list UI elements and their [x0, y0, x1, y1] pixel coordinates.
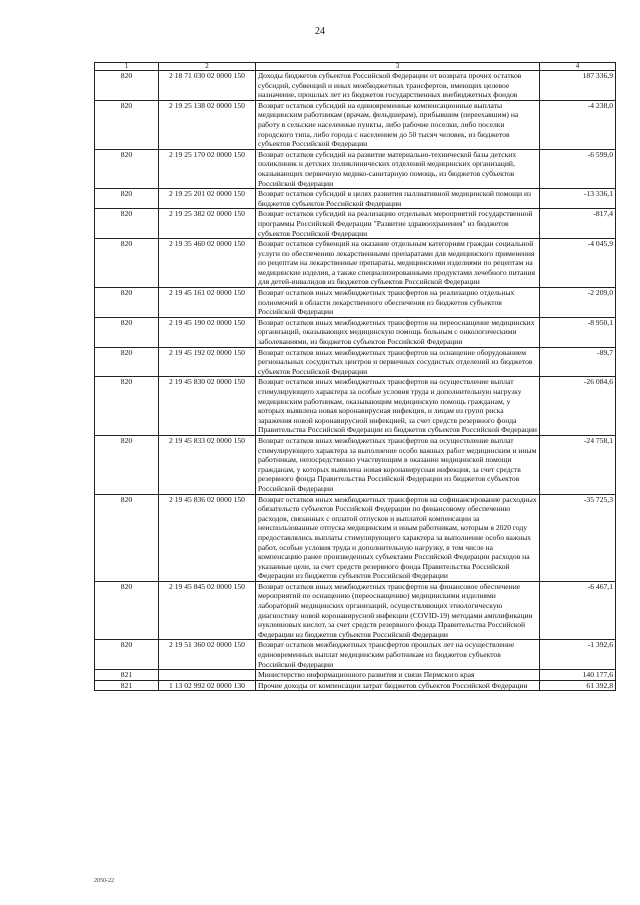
admin-code-cell: 820	[95, 209, 159, 239]
admin-code-cell: 820	[95, 494, 159, 581]
kbk-code-cell: 2 19 25 138 02 0000 150	[159, 100, 256, 149]
description-cell: Прочие доходы от компенсации затрат бюджетов субъектов Российской Федерации	[256, 680, 540, 691]
amount-cell: -8 950,1	[540, 317, 616, 347]
table-row	[95, 100, 616, 149]
kbk-code-cell: 2 19 51 360 02 0000 150	[159, 640, 256, 670]
admin-code-cell: 820	[95, 149, 159, 188]
admin-code-cell: 820	[95, 189, 159, 209]
admin-code-cell: 820	[95, 71, 159, 101]
kbk-code-cell: 2 18 71 030 02 0000 150	[159, 71, 256, 101]
description-cell: Возврат остатков субсидий на развитие материально-технической базы детских поликлиник и детских поликлинических отделений медицинских организаций, оказывающих первичную медико-санитарную помощь, из бюджетов субъектов Российской Федерации	[256, 149, 540, 188]
table-row	[95, 149, 616, 188]
kbk-code-cell: 2 19 45 845 02 0000 150	[159, 581, 256, 640]
kbk-code-cell	[159, 670, 256, 681]
table-row	[95, 435, 616, 494]
description-cell: Возврат остатков субсидий в целях развития паллиативной медицинской помощи из бюджетов субъектов Российской Федерации	[256, 189, 540, 209]
kbk-code-cell: 2 19 45 833 02 0000 150	[159, 435, 256, 494]
amount-cell: -817,4	[540, 209, 616, 239]
header-col-4: 4	[540, 63, 616, 71]
amount-cell: -6 467,1	[540, 581, 616, 640]
table-header-row	[95, 63, 616, 71]
description-cell: Возврат остатков иных межбюджетных трансфертов на переоснащение медицинских организаций, оказывающих медицинскую помощь больным с онкологическими заболеваниями, из бюджетов субъектов Российской Федерации	[256, 317, 540, 347]
amount-cell: -6 599,0	[540, 149, 616, 188]
kbk-code-cell: 1 13 02 992 02 0000 130	[159, 680, 256, 691]
table-row	[95, 494, 616, 581]
footer-code: 2050-22	[94, 878, 114, 884]
kbk-code-cell: 2 19 35 460 02 0000 150	[159, 239, 256, 288]
amount-cell: -13 336,1	[540, 189, 616, 209]
header-col-2: 2	[159, 63, 256, 71]
kbk-code-cell: 2 19 45 190 02 0000 150	[159, 317, 256, 347]
table-row	[95, 317, 616, 347]
description-cell: Возврат остатков субвенций на оказание отдельным категориям граждан социальной услуги по обеспечению лекарственными препаратами для медицинского применения по рецептам на лекарственные препараты, медицинскими изделиями по рецептам на медицинские изделия, а также специализированными продуктами лечебного питания для детей-инвалидов из бюджетов субъектов Российской Федерации	[256, 239, 540, 288]
description-cell: Возврат остатков иных межбюджетных трансфертов на осуществление выплат стимулирующего характера за выполнение особо важных работ медицинским и иным работникам, непосредственно участвующим в оказании медицинской помощи гражданам, у которых выявлена новая коронавирусная инфекция, за счет средств резервного фонда Правительства Российской Федерации из бюджетов субъектов Российской Федерации	[256, 435, 540, 494]
kbk-code-cell: 2 19 45 192 02 0000 150	[159, 347, 256, 377]
kbk-code-cell: 2 19 45 161 02 0000 150	[159, 288, 256, 318]
admin-code-cell: 820	[95, 100, 159, 149]
table-row	[95, 189, 616, 209]
admin-code-cell: 820	[95, 317, 159, 347]
kbk-code-cell: 2 19 45 836 02 0000 150	[159, 494, 256, 581]
header-col-3: 3	[256, 63, 540, 71]
amount-cell: -35 725,3	[540, 494, 616, 581]
amount-cell: -89,7	[540, 347, 616, 377]
admin-code-cell: 820	[95, 581, 159, 640]
admin-code-cell: 820	[95, 239, 159, 288]
description-cell: Возврат остатков субсидий на реализацию отдельных мероприятий государственной программы Российской Федерации "Развитие здравоохранения" из бюджетов субъектов Российской Федерации	[256, 209, 540, 239]
table-row	[95, 680, 616, 691]
amount-cell: -4 045,9	[540, 239, 616, 288]
table-row	[95, 209, 616, 239]
table-row	[95, 640, 616, 670]
description-cell: Министерство информационного развития и связи Пермского края	[256, 670, 540, 681]
description-cell: Возврат остатков иных межбюджетных трансфертов на софинансирование расходных обязательств субъектов Российской Федерации по финансовому обеспечению расходов, связанных с оплатой отпусков и выплатой компенсации за неиспользованные отпуска медицинским и иным работникам, которым в 2020 году предоставлялись выплаты стимулирующего характера за выполнение особо важных работ, особые условия труда и дополнительную нагрузку, в том числе на компенсацию ранее произведенных субъектами Российской Федерации расходов на указанные цели, за счет средств резервного фонда Правительства Российской Федерации из бюджетов субъектов Российской Федерации	[256, 494, 540, 581]
description-cell: Возврат остатков иных межбюджетных трансфертов на реализацию отдельных полномочий в области лекарственного обеспечения из бюджетов субъектов Российской Федерации	[256, 288, 540, 318]
description-cell: Возврат остатков межбюджетных трансфертов прошлых лет на осуществление единовременных выплат медицинским работникам из бюджетов субъектов Российской Федерации	[256, 640, 540, 670]
amount-cell: 187 336,9	[540, 71, 616, 101]
table-row	[95, 239, 616, 288]
description-cell: Возврат остатков иных межбюджетных трансфертов на финансовое обеспечение мероприятий по оснащению (переоснащению) медицинскими изделиями лабораторий медицинских организаций, осуществляющих этиологическую диагностику новой коронавирусной инфекции (COVID-19) методами амплификации нуклеиновых кислот, за счет средств резервного фонда Правительства Российской Федерации из бюджетов субъектов Российской Федерации	[256, 581, 540, 640]
table-row	[95, 71, 616, 101]
page-number: 24	[315, 26, 325, 37]
amount-cell: -24 758,1	[540, 435, 616, 494]
table-row	[95, 581, 616, 640]
admin-code-cell: 820	[95, 377, 159, 436]
admin-code-cell: 820	[95, 435, 159, 494]
admin-code-cell: 820	[95, 288, 159, 318]
table-row	[95, 377, 616, 436]
description-cell: Возврат остатков субсидий на единовременные компенсационные выплаты медицинским работникам (врачам, фельдшерам), прибывшим (переехавшим) на работу в сельские населенные пункты, либо рабочие поселки, либо поселки городского типа, либо города с населением до 50 тысяч человек, из бюджетов субъектов Российской Федерации	[256, 100, 540, 149]
table-row	[95, 347, 616, 377]
admin-code-cell: 820	[95, 640, 159, 670]
kbk-code-cell: 2 19 45 830 02 0000 150	[159, 377, 256, 436]
amount-cell: 140 177,6	[540, 670, 616, 681]
description-cell: Возврат остатков иных межбюджетных трансфертов на оснащение оборудованием региональных сосудистых центров и первичных сосудистых отделений из бюджетов субъектов Российской Федерации	[256, 347, 540, 377]
admin-code-cell: 821	[95, 680, 159, 691]
amount-cell: -4 238,0	[540, 100, 616, 149]
amount-cell: -26 084,6	[540, 377, 616, 436]
kbk-code-cell: 2 19 25 170 02 0000 150	[159, 149, 256, 188]
amount-cell: 61 392,8	[540, 680, 616, 691]
amount-cell: -2 209,0	[540, 288, 616, 318]
description-cell: Доходы бюджетов субъектов Российской Федерации от возврата прочих остатков субсидий, субвенций и иных межбюджетных трансфертов, имеющих целевое назначение, прошлых лет из бюджетов государственных внебюджетных фондов	[256, 71, 540, 101]
admin-code-cell: 820	[95, 347, 159, 377]
kbk-code-cell: 2 19 25 201 02 0000 150	[159, 189, 256, 209]
description-cell: Возврат остатков иных межбюджетных трансфертов на осуществление выплат стимулирующего характера за особые условия труда и дополнительную нагрузку медицинским работникам, оказывающим медицинскую помощь гражданам, у которых выявлена новая коронавирусная инфекция, и лицам из групп риска заражения новой коронавирусной инфекцией, за счет средств резервного фонда Правительства Российской Федерации из бюджетов субъектов Российской Федерации	[256, 377, 540, 436]
kbk-code-cell: 2 19 25 382 02 0000 150	[159, 209, 256, 239]
table-row	[95, 288, 616, 318]
amount-cell: -1 392,6	[540, 640, 616, 670]
budget-table	[94, 62, 616, 691]
admin-code-cell: 821	[95, 670, 159, 681]
table-row	[95, 670, 616, 681]
header-col-1: 1	[95, 63, 159, 71]
